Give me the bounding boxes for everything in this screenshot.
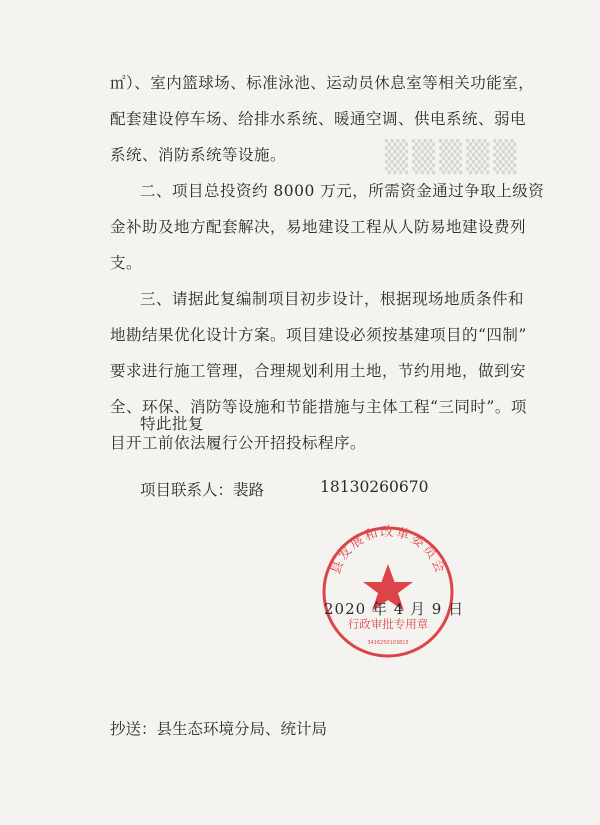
paragraph-line: 支。 bbox=[110, 254, 143, 272]
paragraph-line: 全、环保、消防等设施和节能措施与主体工程“三同时”。项 bbox=[110, 398, 527, 416]
paragraph-line: 要求进行施工管理，合理规划利用土地，节约用地，做到安 bbox=[110, 362, 527, 380]
paragraph-line: 系统、消防系统等设施。 bbox=[110, 146, 287, 164]
paragraph-line: 三、请据此复编制项目初步设计，根据现场地质条件和 bbox=[140, 290, 525, 308]
bleed-through-mark: ▒▒▒▒▒ bbox=[385, 140, 521, 175]
paragraph-line: 配套建设停车场、给排水系统、暖通空调、供电系统、弱电 bbox=[110, 110, 527, 128]
paragraph-line: 金补助及地方配套解决，易地建设工程从人防易地建设费列 bbox=[110, 218, 527, 236]
contact-phone: 18130260670 bbox=[320, 478, 429, 496]
paragraph-line: 二、项目总投资约 8000 万元，所需资金通过争取上级资 bbox=[140, 182, 545, 200]
contact-person: 项目联系人：裴路 bbox=[140, 481, 265, 499]
seal-bottom-text: 行政审批专用章 bbox=[347, 617, 429, 631]
official-seal bbox=[318, 522, 458, 662]
seal-serial: 3416250103815 bbox=[367, 640, 409, 646]
closing-phrase: 特此批复 bbox=[140, 415, 205, 433]
seal-top-text: 县发展和改革委员会 bbox=[328, 525, 448, 577]
cc-line: 抄送：县生态环境分局、统计局 bbox=[110, 720, 328, 738]
paragraph-line: ㎡）、室内篮球场、标准泳池、运动员休息室等相关功能室， bbox=[110, 74, 535, 92]
issue-date: 2020 年 4 月 9 日 bbox=[324, 600, 465, 618]
paragraph-line: 地勘结果优化设计方案。项目建设必须按基建项目的“四制” bbox=[110, 326, 527, 344]
paragraph-line: 目开工前依法履行公开招投标程序。 bbox=[110, 434, 367, 452]
